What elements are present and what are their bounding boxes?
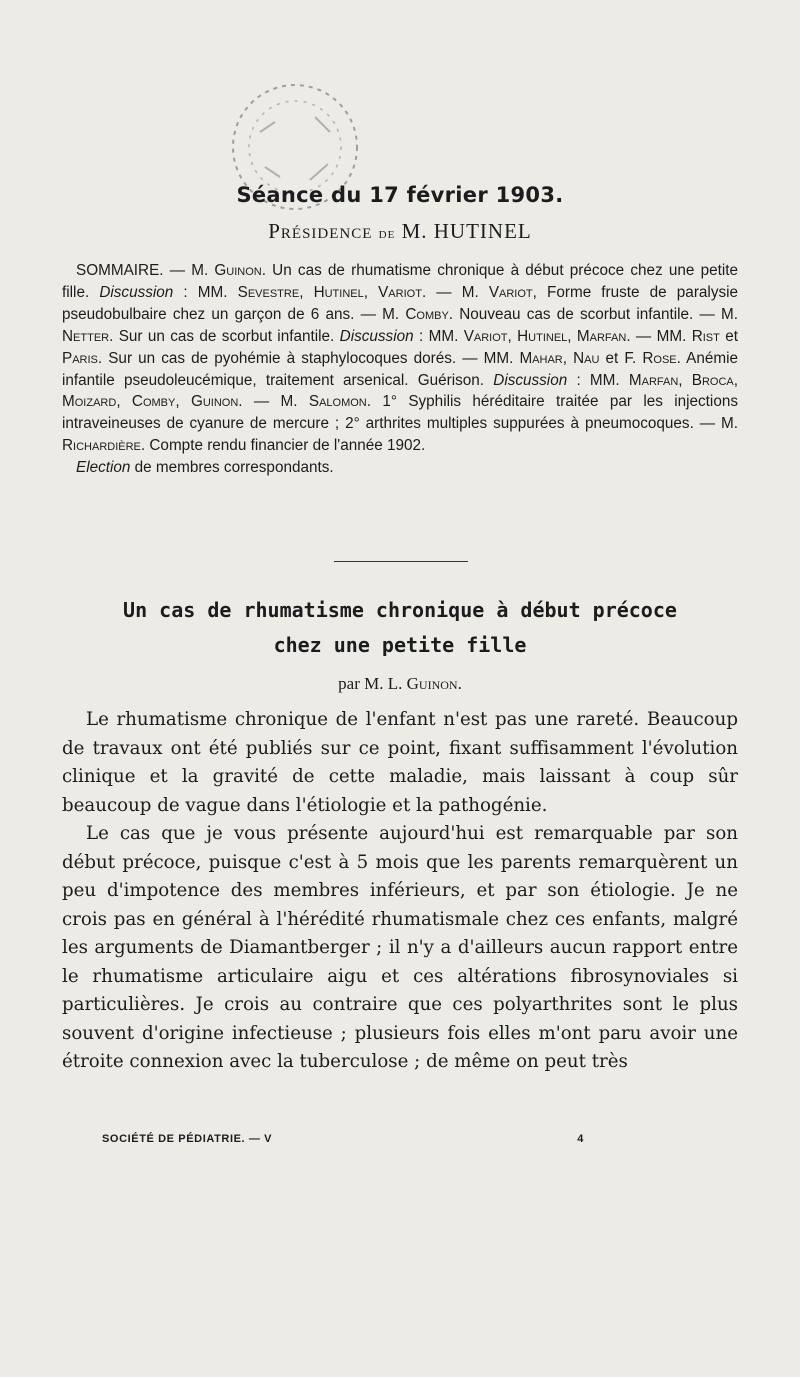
election-word: Election xyxy=(76,459,131,477)
author-richardiere: Richardière xyxy=(62,437,141,455)
text: , xyxy=(733,371,738,389)
text: , Forme fruste de paralysie pseudobulbaire chez un garçon de 6 ans. — M. xyxy=(62,283,739,323)
text: , xyxy=(678,371,692,389)
author-suffix: . xyxy=(457,674,462,693)
text: : MM. xyxy=(567,371,629,389)
text: , xyxy=(116,393,132,411)
footer-number: 4 xyxy=(577,1133,584,1145)
author-nau: Nau xyxy=(573,349,600,367)
presidence-prefix: Présidence xyxy=(268,219,373,243)
author-marfan: Marfan xyxy=(628,371,679,389)
discussion: Discussion xyxy=(493,371,568,389)
text: . Compte rendu financier de l'année 1902. xyxy=(140,437,426,455)
sommaire-label: SOMMAIRE. xyxy=(76,262,164,279)
author-guinon: Guinon xyxy=(214,262,262,279)
article-title-line1: Un cas de rhumatisme chronique à début précoce xyxy=(123,598,677,622)
text: . — M. xyxy=(238,393,309,411)
text: . Sur un cas de scorbut infantile. xyxy=(109,327,340,345)
author-comby: Comby xyxy=(131,393,176,411)
session-date: Séance du 17 février 1903. xyxy=(236,183,564,207)
article-title-line2: chez une petite fille xyxy=(273,633,527,657)
election-rest: de membres correspondants. xyxy=(130,459,334,477)
text: , xyxy=(175,393,191,411)
section-divider xyxy=(334,561,468,562)
author-variot: Variot xyxy=(463,327,508,345)
author-mahar: Mahar xyxy=(519,349,563,367)
text: . — M. xyxy=(421,283,489,301)
author-variot: Variot xyxy=(488,283,533,301)
author-guinon: Guinon xyxy=(190,393,239,411)
footer-signature: SOCIÉTÉ DE PÉDIATRIE. — V xyxy=(102,1133,273,1145)
discussion: Discussion xyxy=(339,327,414,345)
text: , xyxy=(363,283,379,301)
text: . Un cas de rhumatisme chronique à début précoce chez une petite fille. xyxy=(62,262,738,301)
text: . Nouveau cas de scorbut infantile. — M. xyxy=(448,305,739,323)
author-hutinel: Hutinel xyxy=(517,327,568,345)
text: . — MM. xyxy=(626,327,692,345)
text: , xyxy=(562,349,574,367)
author-name: Guinon xyxy=(406,674,458,693)
presidence-line xyxy=(0,219,800,244)
text: , xyxy=(299,283,314,301)
article-author xyxy=(0,674,800,694)
body-paragraph-1: Le rhumatisme chronique de l'enfant n'est pas une rareté. Beaucoup de travaux ont été publiés sur ce point, fixant suffisamment l'évolution clinique et la gravité de cette maladie, mais laissant à coup sûr beaucoup de vague dans l'étiologie et la pathogénie. xyxy=(62,709,738,816)
author-hutinel: Hutinel xyxy=(313,283,364,301)
text: : MM. xyxy=(173,283,238,301)
text: . Sur un cas de pyohémie à staphylocoques dorés. — MM. xyxy=(97,349,520,367)
text: , xyxy=(507,327,518,345)
author-prefix: par M. L. xyxy=(338,674,407,693)
author-comby: Comby xyxy=(405,305,449,323)
author-salomon: Salomon xyxy=(308,393,367,411)
author-rist: Rist xyxy=(691,327,720,345)
author-marfan: Marfan xyxy=(576,327,627,345)
election-line xyxy=(62,457,738,479)
text: . Anémie infantile pseudoleucémique, traitement arsenical. Guérison. xyxy=(62,349,739,389)
president-name: M. HUTINEL xyxy=(401,219,532,243)
author-moizard: Moizard xyxy=(62,393,117,411)
body-paragraph-2: Le cas que je vous présente aujourd'hui est remarquable par son début précoce, puisque c'est à 5 mois que les parents remarquèrent un peu d'impotence des membres inférieurs, et par son étiologie. Je ne crois pas en général à l'hérédité rhumatismale chez ces enfants, malgré les arguments de Diamantberger ; il n'y a d'ailleurs aucun rapport entre le rhumatisme articulaire aigu et ces altérations fibrosynoviales si particulières. Je crois au contraire que ces polyarthrites sont le plus souvent d'origine infectieuse ; plusieurs fois elles m'ont paru avoir une étroite connexion avec la tuberculose ; de même on peut très xyxy=(62,823,738,1072)
author-netter: Netter xyxy=(62,327,110,345)
presidence-de: de xyxy=(378,226,396,242)
text: et F. xyxy=(599,349,643,367)
page-footer xyxy=(102,1133,584,1145)
author-paris: Paris xyxy=(62,349,98,367)
discussion: Discussion xyxy=(99,283,174,301)
sommaire xyxy=(62,260,738,479)
text: : MM. xyxy=(413,327,464,345)
text: — M. xyxy=(163,262,215,279)
text: . 1° Syphilis héréditaire traitée par les injections intraveineuses de cyanure de mercure ; 2° arthrites multiples suppurées à pneumocoques. — M. xyxy=(62,393,738,433)
text: et xyxy=(719,327,738,345)
author-broca: Broca xyxy=(691,371,734,389)
author-sevestre: Sevestre xyxy=(237,283,300,301)
author-rose: Rose xyxy=(642,349,677,367)
article-body xyxy=(62,706,738,1077)
text: , xyxy=(567,327,577,345)
author-variot: Variot xyxy=(378,283,422,301)
sommaire-paragraph xyxy=(62,260,738,457)
